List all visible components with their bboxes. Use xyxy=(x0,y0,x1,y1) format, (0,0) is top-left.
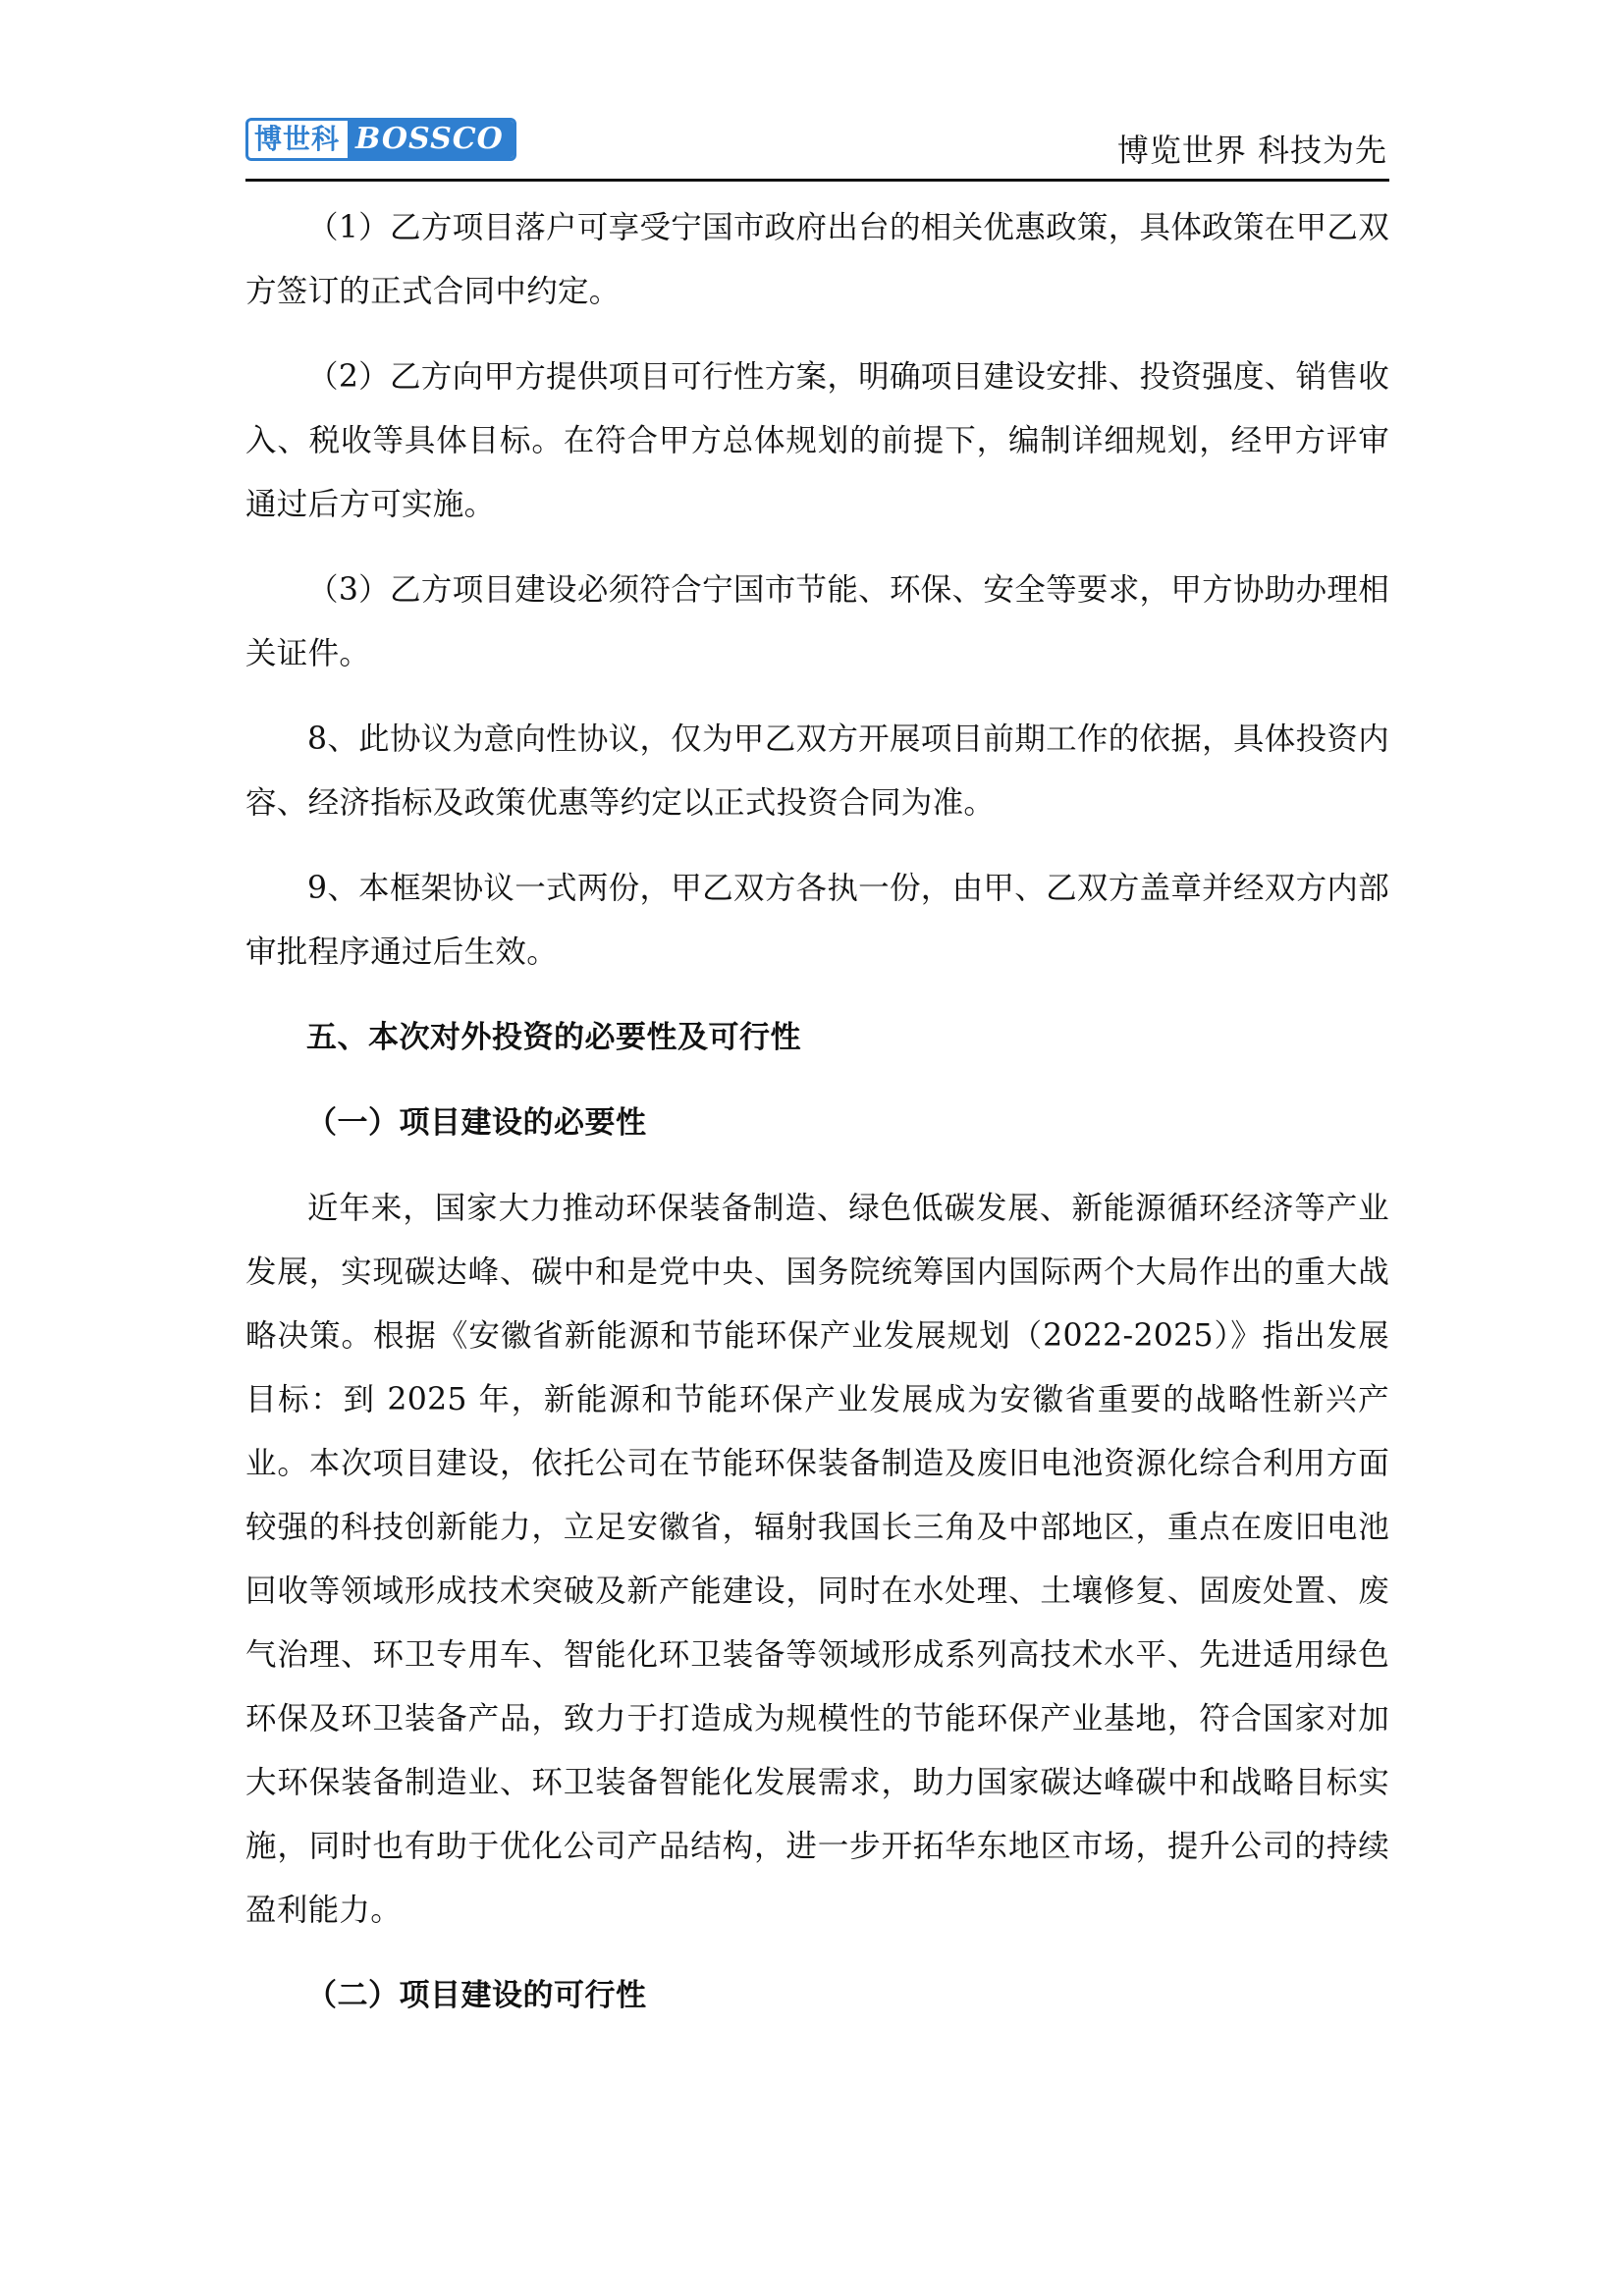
page-header xyxy=(245,108,1389,182)
section-heading-5: 五、本次对外投资的必要性及可行性 xyxy=(306,1020,801,1055)
paragraph-clause-9: 9、本框架协议一式两份，甲乙双方各执一份，由甲、乙双方盖章并经双方内部审批程序通过后生效。 xyxy=(245,871,1389,970)
document-body xyxy=(245,196,1389,2028)
company-logo xyxy=(245,118,516,161)
paragraph-clause-8: 8、此协议为意向性协议，仅为甲乙双方开展项目前期工作的依据，具体投资内容、经济指标及政策优惠等约定以正式投资合同为准。 xyxy=(245,721,1389,821)
paragraph-item-1: （1）乙方项目落户可享受宁国市政府出台的相关优惠政策，具体政策在甲乙双方签订的正式合同中约定。 xyxy=(245,210,1389,309)
header-slogan: 博览世界 科技为先 xyxy=(1116,132,1387,169)
logo-chinese-text: 博世科 xyxy=(254,123,341,155)
paragraph-item-3: （3）乙方项目建设必须符合宁国市节能、环保、安全等要求，甲方协助办理相关证件。 xyxy=(245,572,1389,671)
subsection-heading-feasibility: （二）项目建设的可行性 xyxy=(306,1978,647,2013)
paragraph-item-2: （2）乙方向甲方提供项目可行性方案，明确项目建设安排、投资强度、销售收入、税收等具体目标。在符合甲方总体规划的前提下，编制详细规划，经甲方评审通过后方可实施。 xyxy=(245,359,1389,522)
subsection-heading-necessity: （一）项目建设的必要性 xyxy=(306,1105,647,1141)
logo-english-text: BOSSCO xyxy=(348,121,514,158)
paragraph-necessity: 近年来，国家大力推动环保装备制造、绿色低碳发展、新能源循环经济等产业发展，实现碳达峰、碳中和是党中央、国务院统筹国内国际两个大局作出的重大战略决策。根据《安徽省新能源和节能环保产业发展规划（2022-2025）》指出发展目标：到 2025 年，新能源和节能环保产业发展成为安徽省重要的战略性新兴产业。本次项目建设，依托公司在节能环保装备制造及废旧电池资源化综合利用方面较强的科技创新能力，立足安徽省，辐射我国长三角及中部地区，重点在废旧电池回收等领域形成技术突破及新产能建设，同时在水处理、土壤修复、固废处置、废气治理、环卫专用车、智能化环卫装备等领域形成系列高技术水平、先进适用绿色环保及环卫装备产品，致力于打造成为规模性的节能环保产业基地，符合国家对加大环保装备制造业、环卫装备智能化发展需求，助力国家碳达峰碳中和战略目标实施，同时也有助于优化公司产品结构，进一步开拓华东地区市场，提升公司的持续盈利能力。 xyxy=(245,1191,1389,1928)
